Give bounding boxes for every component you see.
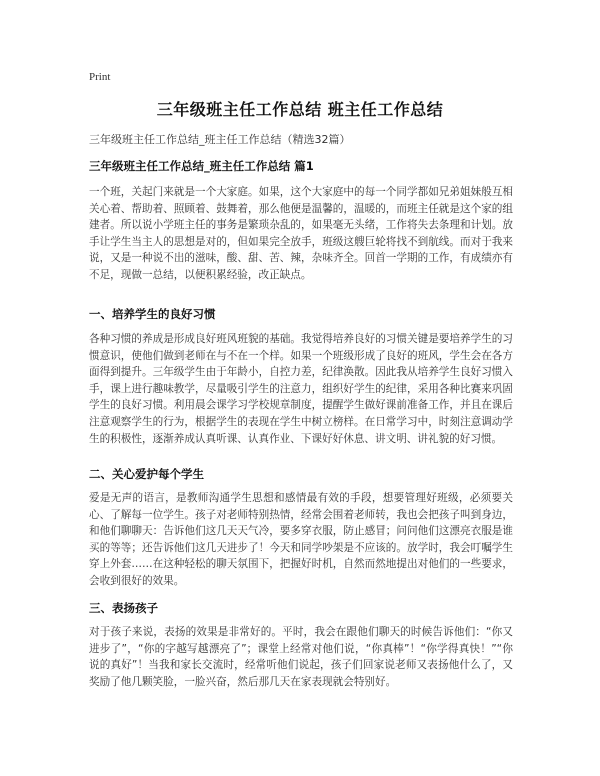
section-body-habits [89,331,513,447]
section-text-praise: 对于孩子来说，表扬的效果是非常好的。平时，我会在跟他们聊天的时候告诉他们：“你又进步了”，“你的字越写越漂亮了”；课堂上经常对他们说，“你真棒”！“你学得真快！”“你说的真好”！当我和家长交流时，经常听他们说起，孩子们回家说老师又表扬他什么了，又奖励了他几颗笑脸，一脸兴奋，然后那几天在家表现就会特别好。 [89,626,513,688]
section-text-habits: 各种习惯的养成是形成良好班风班貌的基础。我觉得培养良好的习惯关键是要培养学生的习惯意识，使他们做到老师在与不在一个样。如果一个班级形成了良好的班风，学生会在各方面得到提升。三年级学生由于年龄小，自控力差，纪律涣散。因此我从培养学生良好习惯入手，课上进行趣味教学，尽量吸引学生的注意力，组织好学生的纪律，采用各种比赛来巩固学生的良好习惯。利用晨会课学习学校规章制度，提醒学生做好课前准备工作，并且在课后注意观察学生的行为，根据学生的表现在学生中树立榜样。在日常学习中，时刻注意调动学生的积极性，逐渐养成认真听课、认真作业、下课好好休息、讲文明、讲礼貌的好习惯。 [89,333,513,445]
print-link[interactable]: Print [89,71,111,83]
section-heading-praise: 三、表扬孩子 [89,601,158,615]
document-subtitle: 三年级班主任工作总结_班主任工作总结（精选32篇） [89,133,351,146]
article-heading: 三年级班主任工作总结_班主任工作总结 篇1 [89,159,314,173]
section-body-care [89,490,513,590]
intro-text: 一个班，关起门来就是一个大家庭。如果，这个大家庭中的每一个同学都如兄弟姐妹般互相关心着、帮助着、照顾着、鼓舞着，那么他便是温馨的，温暖的，而班主任就是这个家的组建者。所以说小学班主任的事务是繁琐杂乱的，如果毫无头绪，工作将失去条理和计划。放手让学生当主人的思想是对的，但如果完全放手，班级这艘巨轮将找不到航线。而对于我来说，又是一种说不出的滋味，酸、甜、苦、辣，杂味齐全。回首一学期的工作，有成绩亦有不足，现做一总结，以便积累经验，改正缺点。 [89,186,513,281]
intro-paragraph [89,184,513,284]
section-text-care: 爱是无声的语言，是教师沟通学生思想和感情最有效的手段，想要管理好班级，必须要关心、了解每一位学生。孩子对老师特别热情，经常会围着老师转，我也会把孩子叫到身边，和他们聊聊天：告诉他们这几天天气冷，要多穿衣服，防止感冒；问问他们这漂亮衣服是谁买的等等；还告诉他们这几天进步了！今天和同学吵架是不应该的。放学时，我会叮嘱学生穿上外套……在这种轻松的聊天氛围下，把握好时机，自然而然地提出对他们的一些要求，会收到很好的效果。 [89,492,513,587]
section-body-praise [89,624,513,690]
page-title: 三年级班主任工作总结 班主任工作总结 [156,100,444,119]
section-heading-care: 二、关心爱护每个学生 [89,467,204,481]
section-heading-habits: 一、培养学生的良好习惯 [89,307,216,321]
